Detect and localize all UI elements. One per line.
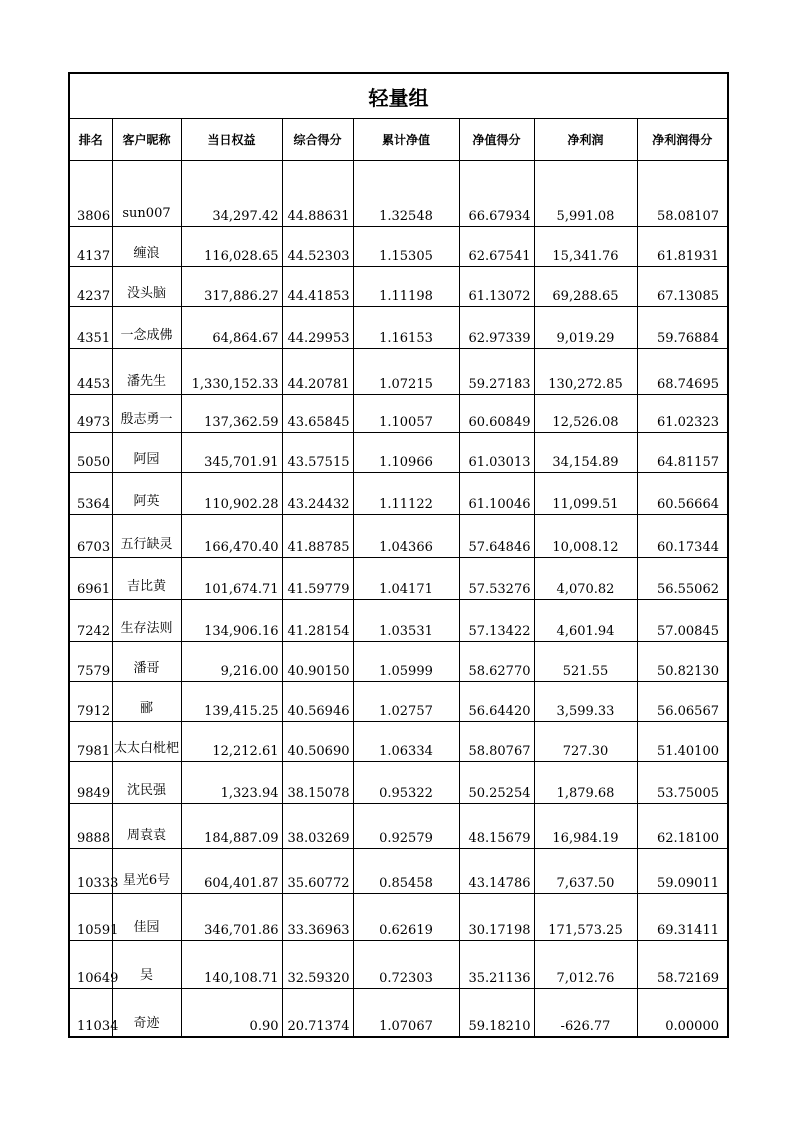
table-row — [69, 849, 728, 894]
table-row — [69, 600, 728, 642]
cell-nav: 0.62619 — [353, 894, 459, 941]
cell-equity: 64,864.67 — [181, 307, 282, 349]
cell-score: 38.15078 — [282, 762, 353, 804]
cell-profit: 34,154.89 — [534, 433, 637, 473]
cell-nav-score: 62.67541 — [459, 227, 534, 267]
cell-profit: 11,099.51 — [534, 473, 637, 515]
cell-profit: 7,637.50 — [534, 849, 637, 894]
cell-score: 38.03269 — [282, 804, 353, 849]
header-nav-score: 净值得分 — [459, 119, 534, 161]
header-nav: 累计净值 — [353, 119, 459, 161]
cell-nav-score: 30.17198 — [459, 894, 534, 941]
cell-nav-score: 61.10046 — [459, 473, 534, 515]
cell-profit-score: 59.09011 — [637, 849, 728, 894]
table-row — [69, 267, 728, 307]
table-row — [69, 161, 728, 227]
cell-score: 43.24432 — [282, 473, 353, 515]
page-title: 轻量组 — [368, 85, 429, 110]
cell-nav-score: 58.80767 — [459, 722, 534, 762]
cell-profit-score: 64.81157 — [637, 433, 728, 473]
table-row — [69, 227, 728, 267]
cell-nickname: 潘哥 — [112, 642, 181, 682]
cell-rank: 5050 — [69, 433, 112, 473]
table-row — [69, 941, 728, 989]
table-row — [69, 894, 728, 941]
table-row — [69, 989, 728, 1037]
table-row — [69, 558, 728, 600]
cell-profit-score: 51.40100 — [637, 722, 728, 762]
cell-profit: -626.77 — [534, 989, 637, 1037]
cell-rank: 4351 — [69, 307, 112, 349]
cell-rank: 7242 — [69, 600, 112, 642]
cell-equity: 317,886.27 — [181, 267, 282, 307]
cell-profit-score: 59.76884 — [637, 307, 728, 349]
cell-profit-score: 60.56664 — [637, 473, 728, 515]
cell-nickname: 阿园 — [112, 433, 181, 473]
header-equity: 当日权益 — [181, 119, 282, 161]
cell-nickname: 吉比黄 — [112, 558, 181, 600]
cell-nickname: 郦 — [112, 682, 181, 722]
table-row — [69, 349, 728, 395]
header-profit: 净利润 — [534, 119, 637, 161]
cell-nav-score: 50.25254 — [459, 762, 534, 804]
cell-profit-score: 57.00845 — [637, 600, 728, 642]
cell-equity: 12,212.61 — [181, 722, 282, 762]
cell-score: 33.36963 — [282, 894, 353, 941]
cell-nav: 1.03531 — [353, 600, 459, 642]
cell-profit-score: 61.81931 — [637, 227, 728, 267]
cell-nav-score: 58.62770 — [459, 642, 534, 682]
cell-profit: 4,601.94 — [534, 600, 637, 642]
cell-score: 44.20781 — [282, 349, 353, 395]
cell-profit-score: 69.31411 — [637, 894, 728, 941]
header-score: 综合得分 — [282, 119, 353, 161]
cell-score: 41.88785 — [282, 515, 353, 558]
table-row — [69, 762, 728, 804]
cell-score: 40.90150 — [282, 642, 353, 682]
header-profit-score: 净利润得分 — [637, 119, 728, 161]
cell-nav: 0.95322 — [353, 762, 459, 804]
cell-nickname: 佳园 — [112, 894, 181, 941]
cell-rank: 9888 — [69, 804, 112, 849]
cell-nickname: 缠浪 — [112, 227, 181, 267]
cell-rank: 10333 — [69, 849, 112, 894]
cell-nickname: 周袁袁 — [112, 804, 181, 849]
cell-score: 41.28154 — [282, 600, 353, 642]
cell-nav: 1.10057 — [353, 395, 459, 433]
cell-rank: 3806 — [69, 161, 112, 227]
cell-nav: 1.32548 — [353, 161, 459, 227]
cell-rank: 6961 — [69, 558, 112, 600]
cell-profit: 16,984.19 — [534, 804, 637, 849]
table-row — [69, 433, 728, 473]
cell-equity: 116,028.65 — [181, 227, 282, 267]
table-row — [69, 722, 728, 762]
table-row — [69, 682, 728, 722]
cell-nickname: 吴 — [112, 941, 181, 989]
cell-nav: 1.15305 — [353, 227, 459, 267]
cell-profit: 4,070.82 — [534, 558, 637, 600]
cell-profit: 5,991.08 — [534, 161, 637, 227]
cell-profit-score: 56.55062 — [637, 558, 728, 600]
cell-equity: 140,108.71 — [181, 941, 282, 989]
cell-score: 44.88631 — [282, 161, 353, 227]
cell-profit: 171,573.25 — [534, 894, 637, 941]
cell-nav: 1.11122 — [353, 473, 459, 515]
cell-profit: 130,272.85 — [534, 349, 637, 395]
cell-nav-score: 59.27183 — [459, 349, 534, 395]
cell-score: 20.71374 — [282, 989, 353, 1037]
cell-nav-score: 61.13072 — [459, 267, 534, 307]
cell-equity: 139,415.25 — [181, 682, 282, 722]
cell-profit: 15,341.76 — [534, 227, 637, 267]
cell-profit: 10,008.12 — [534, 515, 637, 558]
cell-rank: 7579 — [69, 642, 112, 682]
cell-equity: 184,887.09 — [181, 804, 282, 849]
header-row — [69, 119, 728, 161]
cell-nickname: 生存法则 — [112, 600, 181, 642]
cell-nav: 1.11198 — [353, 267, 459, 307]
cell-nav: 1.04366 — [353, 515, 459, 558]
cell-rank: 7981 — [69, 722, 112, 762]
cell-rank: 4137 — [69, 227, 112, 267]
cell-rank: 4973 — [69, 395, 112, 433]
cell-nav-score: 59.18210 — [459, 989, 534, 1037]
cell-nickname: 星光6号 — [112, 849, 181, 894]
cell-nickname: 殷志勇一 — [112, 395, 181, 433]
cell-nav: 1.07215 — [353, 349, 459, 395]
table-body — [69, 161, 728, 1037]
cell-nav: 1.06334 — [353, 722, 459, 762]
cell-nav-score: 43.14786 — [459, 849, 534, 894]
cell-nav-score: 57.53276 — [459, 558, 534, 600]
cell-nickname: 一念成佛 — [112, 307, 181, 349]
cell-rank: 4453 — [69, 349, 112, 395]
cell-nav: 1.02757 — [353, 682, 459, 722]
cell-equity: 110,902.28 — [181, 473, 282, 515]
cell-nickname: 阿英 — [112, 473, 181, 515]
cell-equity: 166,470.40 — [181, 515, 282, 558]
cell-nickname: 奇迹 — [112, 989, 181, 1037]
cell-nav: 1.07067 — [353, 989, 459, 1037]
cell-equity: 1,330,152.33 — [181, 349, 282, 395]
cell-nickname: 沈民强 — [112, 762, 181, 804]
cell-nav-score: 35.21136 — [459, 941, 534, 989]
cell-profit-score: 67.13085 — [637, 267, 728, 307]
cell-nav: 1.05999 — [353, 642, 459, 682]
cell-score: 44.29953 — [282, 307, 353, 349]
cell-profit-score: 0.00000 — [637, 989, 728, 1037]
cell-equity: 34,297.42 — [181, 161, 282, 227]
cell-nav-score: 57.13422 — [459, 600, 534, 642]
table-row — [69, 642, 728, 682]
cell-profit-score: 60.17344 — [637, 515, 728, 558]
cell-nav-score: 62.97339 — [459, 307, 534, 349]
cell-score: 43.57515 — [282, 433, 353, 473]
table-row — [69, 473, 728, 515]
cell-nav: 1.04171 — [353, 558, 459, 600]
cell-equity: 346,701.86 — [181, 894, 282, 941]
cell-nav-score: 48.15679 — [459, 804, 534, 849]
cell-equity: 345,701.91 — [181, 433, 282, 473]
cell-profit: 12,526.08 — [534, 395, 637, 433]
cell-profit-score: 61.02323 — [637, 395, 728, 433]
cell-score: 40.56946 — [282, 682, 353, 722]
cell-profit: 727.30 — [534, 722, 637, 762]
cell-profit-score: 50.82130 — [637, 642, 728, 682]
cell-equity: 1,323.94 — [181, 762, 282, 804]
cell-equity: 137,362.59 — [181, 395, 282, 433]
cell-rank: 9849 — [69, 762, 112, 804]
cell-profit: 1,879.68 — [534, 762, 637, 804]
cell-profit-score: 58.08107 — [637, 161, 728, 227]
cell-nav: 1.16153 — [353, 307, 459, 349]
cell-nav: 0.92579 — [353, 804, 459, 849]
cell-profit: 7,012.76 — [534, 941, 637, 989]
cell-profit: 521.55 — [534, 642, 637, 682]
cell-nickname: sun007 — [112, 161, 181, 227]
cell-score: 40.50690 — [282, 722, 353, 762]
cell-score: 44.41853 — [282, 267, 353, 307]
cell-equity: 101,674.71 — [181, 558, 282, 600]
table-row — [69, 804, 728, 849]
cell-nickname: 没头脑 — [112, 267, 181, 307]
cell-score: 43.65845 — [282, 395, 353, 433]
table-row — [69, 515, 728, 558]
cell-profit-score: 62.18100 — [637, 804, 728, 849]
cell-rank: 4237 — [69, 267, 112, 307]
cell-profit: 69,288.65 — [534, 267, 637, 307]
cell-score: 32.59320 — [282, 941, 353, 989]
cell-nav-score: 60.60849 — [459, 395, 534, 433]
cell-score: 35.60772 — [282, 849, 353, 894]
cell-profit: 9,019.29 — [534, 307, 637, 349]
cell-rank: 7912 — [69, 682, 112, 722]
cell-nav-score: 61.03013 — [459, 433, 534, 473]
cell-nav-score: 57.64846 — [459, 515, 534, 558]
header-nickname: 客户昵称 — [112, 119, 181, 161]
cell-equity: 0.90 — [181, 989, 282, 1037]
cell-rank: 10591 — [69, 894, 112, 941]
table-row — [69, 307, 728, 349]
cell-nav: 1.10966 — [353, 433, 459, 473]
cell-rank: 5364 — [69, 473, 112, 515]
cell-nav: 0.72303 — [353, 941, 459, 989]
cell-nav-score: 66.67934 — [459, 161, 534, 227]
header-rank: 排名 — [69, 119, 112, 161]
cell-nav: 0.85458 — [353, 849, 459, 894]
cell-profit-score: 58.72169 — [637, 941, 728, 989]
cell-profit: 3,599.33 — [534, 682, 637, 722]
cell-profit-score: 56.06567 — [637, 682, 728, 722]
ranking-table — [68, 72, 729, 1038]
title-cell — [69, 73, 728, 119]
cell-profit-score: 68.74695 — [637, 349, 728, 395]
cell-score: 41.59779 — [282, 558, 353, 600]
cell-equity: 604,401.87 — [181, 849, 282, 894]
cell-nickname: 潘先生 — [112, 349, 181, 395]
cell-nickname: 太太白枇杷 — [112, 722, 181, 762]
cell-score: 44.52303 — [282, 227, 353, 267]
cell-equity: 9,216.00 — [181, 642, 282, 682]
cell-rank: 10649 — [69, 941, 112, 989]
cell-profit-score: 53.75005 — [637, 762, 728, 804]
cell-rank: 11034 — [69, 989, 112, 1037]
cell-rank: 6703 — [69, 515, 112, 558]
cell-equity: 134,906.16 — [181, 600, 282, 642]
cell-nav-score: 56.64420 — [459, 682, 534, 722]
table-row — [69, 395, 728, 433]
cell-nickname: 五行缺灵 — [112, 515, 181, 558]
